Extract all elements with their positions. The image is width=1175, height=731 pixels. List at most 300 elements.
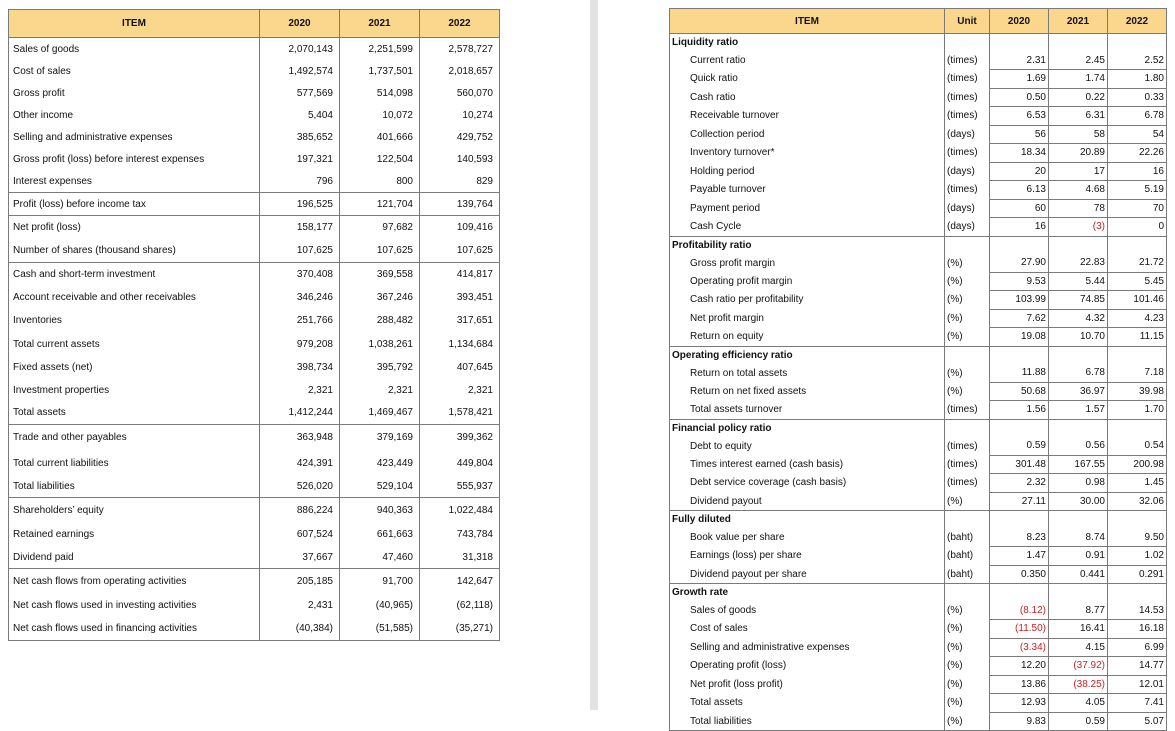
ratio-value-2022: 39.98	[1108, 382, 1167, 401]
ratio-value-2021: 0.91	[1049, 547, 1108, 566]
row-value-2021: 2,321	[340, 379, 420, 402]
ratio-unit: (times)	[945, 70, 990, 89]
row-value-2021: 940,363	[340, 498, 420, 523]
page-divider	[590, 0, 598, 710]
ratio-value-2021: 0.441	[1049, 565, 1108, 584]
row-value-2022: 140,593	[420, 149, 500, 171]
row-item-label: Profit (loss) before income tax	[9, 193, 260, 216]
row-item-label: Net cash flows from operating activities	[9, 569, 260, 594]
section-blank-cell	[990, 236, 1049, 254]
ratio-label: Debt to equity	[670, 437, 945, 455]
ratio-unit: (%)	[945, 309, 990, 328]
ratio-value-2020: 12.20	[990, 657, 1049, 676]
ratio-value-2022: 9.50	[1108, 529, 1167, 547]
ratio-value-2020: 1.69	[990, 70, 1049, 89]
ratio-value-2020: 0.350	[990, 565, 1049, 584]
ratio-label: Times interest earned (cash basis)	[670, 455, 945, 474]
ratio-value-2021: 4.15	[1049, 638, 1108, 657]
table-row	[9, 425, 500, 451]
ratio-row	[670, 144, 1167, 163]
ratio-value-2020: 60	[990, 199, 1049, 218]
ratio-value-2022: 14.77	[1108, 657, 1167, 676]
section-blank-cell	[945, 236, 990, 254]
row-value-2022: 2,321	[420, 379, 500, 402]
ratio-value-2022: 54	[1108, 125, 1167, 144]
ratio-label: Total assets	[670, 694, 945, 713]
header-2021: 2021	[1049, 9, 1108, 34]
ratio-value-2020: (3.34)	[990, 638, 1049, 657]
ratio-value-2022: 11.15	[1108, 328, 1167, 347]
ratio-value-2021: 10.70	[1049, 328, 1108, 347]
table-row	[9, 617, 500, 641]
row-value-2022: 317,651	[420, 309, 500, 333]
table-header-row	[9, 10, 500, 38]
row-value-2020: 2,070,143	[260, 38, 340, 61]
row-value-2022: 109,416	[420, 216, 500, 239]
ratio-value-2021: (3)	[1049, 218, 1108, 237]
table-row	[9, 127, 500, 149]
section-blank-cell	[1108, 584, 1167, 602]
row-value-2022: 555,937	[420, 476, 500, 498]
ratio-label: Cash ratio per profitability	[670, 291, 945, 310]
ratio-value-2021: 2.45	[1049, 52, 1108, 70]
row-value-2022: 1,022,484	[420, 498, 500, 523]
ratio-unit: (%)	[945, 254, 990, 272]
row-item-label: Net profit (loss)	[9, 216, 260, 239]
left-page	[0, 0, 590, 710]
ratio-value-2021: 20.89	[1049, 144, 1108, 163]
ratio-unit: (%)	[945, 620, 990, 639]
section-blank-cell	[1108, 346, 1167, 364]
row-value-2022: 142,647	[420, 569, 500, 594]
ratio-label: Net profit (loss profit)	[670, 675, 945, 694]
section-blank-cell	[990, 34, 1049, 52]
ratio-unit: (%)	[945, 638, 990, 657]
ratio-label: Return on net fixed assets	[670, 382, 945, 401]
ratio-value-2020: 56	[990, 125, 1049, 144]
table-row	[9, 333, 500, 356]
row-value-2022: 399,362	[420, 425, 500, 451]
ratio-value-2022: 16	[1108, 162, 1167, 181]
section-blank-cell	[1049, 511, 1108, 529]
ratio-value-2022: 4.23	[1108, 309, 1167, 328]
ratio-value-2020: 19.08	[990, 328, 1049, 347]
ratio-value-2021: 8.74	[1049, 529, 1108, 547]
row-value-2021: 800	[340, 171, 420, 193]
row-value-2022: 449,804	[420, 451, 500, 476]
row-value-2020: 886,224	[260, 498, 340, 523]
ratio-value-2022: 21.72	[1108, 254, 1167, 272]
ratio-value-2021: 17	[1049, 162, 1108, 181]
row-value-2020: 2,321	[260, 379, 340, 402]
ratio-label: Debt service coverage (cash basis)	[670, 474, 945, 493]
table-row	[9, 83, 500, 105]
section-title: Financial policy ratio	[670, 419, 945, 437]
ratio-value-2020: 8.23	[990, 529, 1049, 547]
ratio-value-2021: 30.00	[1049, 492, 1108, 511]
section-blank-cell	[1108, 34, 1167, 52]
row-item-label: Total liabilities	[9, 476, 260, 498]
ratio-value-2021: 36.97	[1049, 382, 1108, 401]
ratio-unit: (%)	[945, 602, 990, 620]
row-value-2021: 401,666	[340, 127, 420, 149]
row-item-label: Trade and other payables	[9, 425, 260, 451]
table-row	[9, 451, 500, 476]
section-blank-cell	[1049, 346, 1108, 364]
row-value-2020: 1,412,244	[260, 402, 340, 425]
ratio-label: Operating profit (loss)	[670, 657, 945, 676]
ratio-value-2021: 0.59	[1049, 712, 1108, 731]
row-value-2021: 1,737,501	[340, 61, 420, 83]
row-value-2020: 607,524	[260, 523, 340, 547]
row-value-2021: 367,246	[340, 286, 420, 309]
row-value-2021: (51,585)	[340, 617, 420, 641]
section-blank-cell	[945, 346, 990, 364]
table-row	[9, 216, 500, 239]
ratio-value-2022: 1.80	[1108, 70, 1167, 89]
ratio-value-2022: 0.33	[1108, 88, 1167, 107]
ratio-unit: (days)	[945, 218, 990, 237]
ratio-row	[670, 107, 1167, 126]
table-row	[9, 105, 500, 127]
header-2022: 2022	[420, 10, 500, 38]
ratio-label: Return on total assets	[670, 364, 945, 382]
row-value-2022: 414,817	[420, 263, 500, 286]
ratio-unit: (%)	[945, 364, 990, 382]
ratio-value-2021: 8.77	[1049, 602, 1108, 620]
row-value-2020: 526,020	[260, 476, 340, 498]
ratio-row	[670, 309, 1167, 328]
row-value-2020: 424,391	[260, 451, 340, 476]
table-row	[9, 193, 500, 216]
ratio-value-2020: 1.56	[990, 401, 1049, 420]
ratio-value-2020: 0.50	[990, 88, 1049, 107]
section-blank-cell	[990, 511, 1049, 529]
row-value-2021: 379,169	[340, 425, 420, 451]
ratio-value-2020: 11.88	[990, 364, 1049, 382]
header-item: ITEM	[9, 10, 260, 38]
section-blank-cell	[1049, 236, 1108, 254]
financial-ratio-table	[669, 8, 1167, 731]
ratio-value-2020: 2.31	[990, 52, 1049, 70]
ratio-value-2020: 1.47	[990, 547, 1049, 566]
ratio-unit: (%)	[945, 382, 990, 401]
ratio-row	[670, 602, 1167, 620]
ratio-row	[670, 455, 1167, 474]
ratio-label: Inventory turnover*	[670, 144, 945, 163]
ratio-row	[670, 181, 1167, 200]
ratio-unit: (days)	[945, 125, 990, 144]
ratio-value-2020: (8.12)	[990, 602, 1049, 620]
row-value-2022: 1,578,421	[420, 402, 500, 425]
section-blank-cell	[945, 34, 990, 52]
ratio-row	[670, 547, 1167, 566]
table-row	[9, 402, 500, 425]
section-blank-cell	[945, 419, 990, 437]
row-item-label: Sales of goods	[9, 38, 260, 61]
ratio-unit: (%)	[945, 712, 990, 731]
ratio-unit: (%)	[945, 492, 990, 511]
ratio-unit: (days)	[945, 199, 990, 218]
header-2022: 2022	[1108, 9, 1167, 34]
ratio-label: Payable turnover	[670, 181, 945, 200]
ratio-label: Total liabilities	[670, 712, 945, 731]
ratio-value-2022: 0	[1108, 218, 1167, 237]
row-value-2021: 423,449	[340, 451, 420, 476]
row-value-2020: 979,208	[260, 333, 340, 356]
ratio-value-2021: 22.83	[1049, 254, 1108, 272]
ratio-value-2021: 6.78	[1049, 364, 1108, 382]
row-value-2021: 514,098	[340, 83, 420, 105]
section-title: Liquidity ratio	[670, 34, 945, 52]
ratio-row	[670, 437, 1167, 455]
section-blank-cell	[1049, 419, 1108, 437]
row-value-2022: 2,018,657	[420, 61, 500, 83]
ratio-value-2021: (38.25)	[1049, 675, 1108, 694]
ratio-value-2021: 58	[1049, 125, 1108, 144]
ratio-label: Cost of sales	[670, 620, 945, 639]
ratio-value-2022: 1.70	[1108, 401, 1167, 420]
row-value-2022: 560,070	[420, 83, 500, 105]
table-row	[9, 61, 500, 83]
row-value-2021: 1,469,467	[340, 402, 420, 425]
table-row	[9, 309, 500, 333]
ratio-row	[670, 401, 1167, 420]
table-row	[9, 498, 500, 523]
ratio-label: Gross profit margin	[670, 254, 945, 272]
ratio-row	[670, 565, 1167, 584]
section-row	[670, 511, 1167, 529]
ratio-value-2020: 13.86	[990, 675, 1049, 694]
ratio-label: Current ratio	[670, 52, 945, 70]
ratio-value-2020: 27.11	[990, 492, 1049, 511]
ratio-value-2021: 4.05	[1049, 694, 1108, 713]
ratio-value-2021: 0.22	[1049, 88, 1108, 107]
ratio-value-2020: (11.50)	[990, 620, 1049, 639]
row-value-2021: 97,682	[340, 216, 420, 239]
ratio-row	[670, 162, 1167, 181]
section-row	[670, 419, 1167, 437]
row-value-2021: 661,663	[340, 523, 420, 547]
ratio-label: Total assets turnover	[670, 401, 945, 420]
ratio-value-2022: 22.26	[1108, 144, 1167, 163]
row-value-2020: 363,948	[260, 425, 340, 451]
right-page	[598, 0, 1175, 727]
row-value-2020: 5,404	[260, 105, 340, 127]
table-row	[9, 171, 500, 193]
ratio-row	[670, 492, 1167, 511]
ratio-value-2022: 14.53	[1108, 602, 1167, 620]
ratio-unit: (times)	[945, 455, 990, 474]
ratio-value-2021: 4.32	[1049, 309, 1108, 328]
ratio-row	[670, 291, 1167, 310]
table-row	[9, 523, 500, 547]
ratio-value-2020: 103.99	[990, 291, 1049, 310]
ratio-label: Return on equity	[670, 328, 945, 347]
row-value-2020: 107,625	[260, 239, 340, 263]
row-item-label: Interest expenses	[9, 171, 260, 193]
row-item-label: Dividend paid	[9, 547, 260, 569]
row-value-2020: 251,766	[260, 309, 340, 333]
row-value-2021: 529,104	[340, 476, 420, 498]
table-row	[9, 569, 500, 594]
row-item-label: Gross profit	[9, 83, 260, 105]
row-item-label: Fixed assets (net)	[9, 356, 260, 379]
ratio-value-2022: 5.45	[1108, 272, 1167, 291]
row-value-2020: 197,321	[260, 149, 340, 171]
section-row	[670, 584, 1167, 602]
ratio-label: Selling and administrative expenses	[670, 638, 945, 657]
row-item-label: Net cash flows used in financing activities	[9, 617, 260, 641]
row-value-2022: (62,118)	[420, 594, 500, 617]
row-value-2020: 196,525	[260, 193, 340, 216]
row-value-2021: 395,792	[340, 356, 420, 379]
section-blank-cell	[1049, 34, 1108, 52]
table-header-row	[670, 9, 1167, 34]
ratio-label: Operating profit margin	[670, 272, 945, 291]
row-value-2020: (40,384)	[260, 617, 340, 641]
ratio-unit: (baht)	[945, 529, 990, 547]
ratio-value-2021: (37.92)	[1049, 657, 1108, 676]
ratio-value-2021: 78	[1049, 199, 1108, 218]
row-value-2020: 205,185	[260, 569, 340, 594]
section-blank-cell	[1049, 584, 1108, 602]
ratio-unit: (%)	[945, 291, 990, 310]
ratio-value-2020: 12.93	[990, 694, 1049, 713]
row-item-label: Other income	[9, 105, 260, 127]
header-2020: 2020	[990, 9, 1049, 34]
ratio-row	[670, 328, 1167, 347]
ratio-label: Cash Cycle	[670, 218, 945, 237]
row-value-2022: 829	[420, 171, 500, 193]
ratio-row	[670, 199, 1167, 218]
row-value-2022: 2,578,727	[420, 38, 500, 61]
header-2020: 2020	[260, 10, 340, 38]
ratio-value-2020: 2.32	[990, 474, 1049, 493]
ratio-value-2022: 6.99	[1108, 638, 1167, 657]
row-value-2020: 370,408	[260, 263, 340, 286]
ratio-label: Receivable turnover	[670, 107, 945, 126]
ratio-unit: (baht)	[945, 547, 990, 566]
section-blank-cell	[1108, 511, 1167, 529]
ratio-value-2022: 5.19	[1108, 181, 1167, 200]
ratio-value-2022: 16.18	[1108, 620, 1167, 639]
ratio-value-2021: 1.74	[1049, 70, 1108, 89]
row-value-2021: 122,504	[340, 149, 420, 171]
ratio-row	[670, 70, 1167, 89]
ratio-row	[670, 364, 1167, 382]
row-item-label: Inventories	[9, 309, 260, 333]
ratio-unit: (times)	[945, 437, 990, 455]
ratio-value-2020: 16	[990, 218, 1049, 237]
ratio-value-2021: 4.68	[1049, 181, 1108, 200]
row-item-label: Shareholders’ equity	[9, 498, 260, 523]
ratio-value-2022: 101.46	[1108, 291, 1167, 310]
ratio-row	[670, 694, 1167, 713]
ratio-row	[670, 88, 1167, 107]
ratio-value-2022: 0.291	[1108, 565, 1167, 584]
ratio-row	[670, 712, 1167, 731]
row-item-label: Retained earnings	[9, 523, 260, 547]
ratio-label: Earnings (loss) per share	[670, 547, 945, 566]
section-row	[670, 34, 1167, 52]
ratio-value-2020: 6.13	[990, 181, 1049, 200]
ratio-unit: (days)	[945, 162, 990, 181]
ratio-unit: (baht)	[945, 565, 990, 584]
row-value-2022: 429,752	[420, 127, 500, 149]
financial-summary-table	[8, 9, 500, 641]
ratio-value-2022: 7.18	[1108, 364, 1167, 382]
row-value-2021: 10,072	[340, 105, 420, 127]
row-value-2022: 31,318	[420, 547, 500, 569]
ratio-unit: (%)	[945, 694, 990, 713]
row-value-2021: 369,558	[340, 263, 420, 286]
ratio-value-2021: 16.41	[1049, 620, 1108, 639]
section-blank-cell	[990, 346, 1049, 364]
row-value-2021: 121,704	[340, 193, 420, 216]
table-row	[9, 38, 500, 61]
ratio-value-2020: 27.90	[990, 254, 1049, 272]
ratio-value-2022: 5.07	[1108, 712, 1167, 731]
ratio-unit: (times)	[945, 181, 990, 200]
ratio-value-2022: 6.78	[1108, 107, 1167, 126]
ratio-unit: (%)	[945, 272, 990, 291]
ratio-unit: (times)	[945, 401, 990, 420]
section-row	[670, 346, 1167, 364]
table-row	[9, 547, 500, 569]
row-item-label: Net cash flows used in investing activities	[9, 594, 260, 617]
ratio-label: Dividend payout	[670, 492, 945, 511]
section-title: Growth rate	[670, 584, 945, 602]
ratio-label: Collection period	[670, 125, 945, 144]
ratio-row	[670, 657, 1167, 676]
ratio-value-2022: 32.06	[1108, 492, 1167, 511]
ratio-value-2021: 5.44	[1049, 272, 1108, 291]
row-value-2022: 407,645	[420, 356, 500, 379]
row-value-2022: (35,271)	[420, 617, 500, 641]
header-unit: Unit	[945, 9, 990, 34]
section-title: Operating efficiency ratio	[670, 346, 945, 364]
table-row	[9, 149, 500, 171]
row-value-2020: 158,177	[260, 216, 340, 239]
row-item-label: Total assets	[9, 402, 260, 425]
ratio-value-2022: 1.45	[1108, 474, 1167, 493]
table-row	[9, 594, 500, 617]
row-item-label: Total current liabilities	[9, 451, 260, 476]
ratio-value-2022: 1.02	[1108, 547, 1167, 566]
ratio-row	[670, 638, 1167, 657]
row-item-label: Selling and administrative expenses	[9, 127, 260, 149]
ratio-unit: (times)	[945, 107, 990, 126]
ratio-unit: (%)	[945, 657, 990, 676]
row-value-2021: 47,460	[340, 547, 420, 569]
row-value-2021: 1,038,261	[340, 333, 420, 356]
row-value-2021: (40,965)	[340, 594, 420, 617]
ratio-value-2022: 2.52	[1108, 52, 1167, 70]
row-value-2020: 385,652	[260, 127, 340, 149]
ratio-label: Net profit margin	[670, 309, 945, 328]
header-item: ITEM	[670, 9, 945, 34]
ratio-value-2021: 74.85	[1049, 291, 1108, 310]
ratio-row	[670, 125, 1167, 144]
ratio-value-2021: 0.98	[1049, 474, 1108, 493]
ratio-row	[670, 218, 1167, 237]
ratio-label: Book value per share	[670, 529, 945, 547]
row-item-label: Gross profit (loss) before interest expenses	[9, 149, 260, 171]
row-item-label: Cost of sales	[9, 61, 260, 83]
ratio-value-2020: 7.62	[990, 309, 1049, 328]
table-row	[9, 239, 500, 263]
